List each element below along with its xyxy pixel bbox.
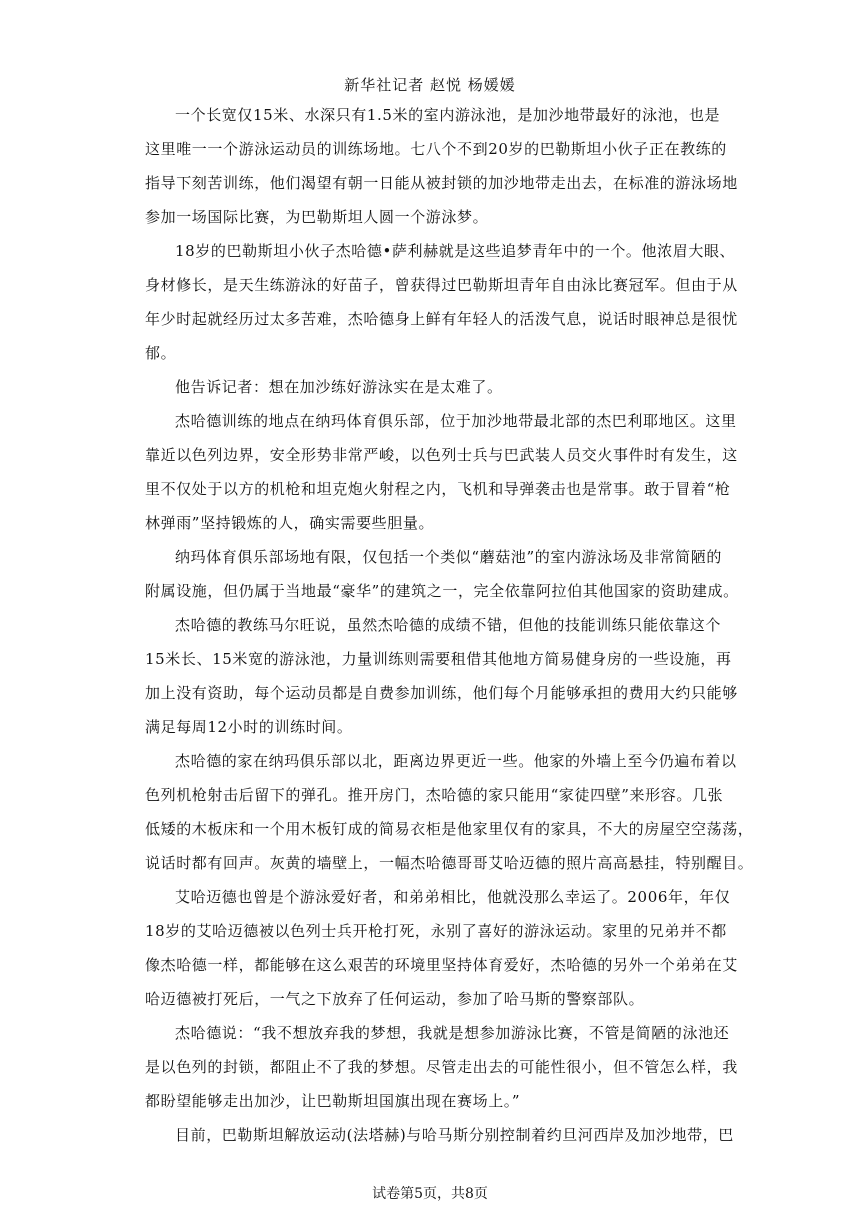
text-line: 像杰哈德一样，都能够在这么艰苦的环境里坚持体育爱好，杰哈德的另外一个弟弟在艾 — [145, 956, 738, 974]
text-line: 杰哈德的教练马尔旺说，虽然杰哈德的成绩不错，但他的技能训练只能依靠这个 — [175, 616, 722, 634]
text-line: 18岁的巴勒斯坦小伙子杰哈德•萨利赫就是这些追梦青年中的一个。他浓眉大眼、 — [175, 242, 736, 260]
text-line: 身材修长，是天生练游泳的好苗子，曾获得过巴勒斯坦青年自由泳比赛冠军。但由于从 — [145, 276, 738, 294]
text-line: 杰哈德说：“我不想放弃我的梦想，我就是想参加游泳比赛，不管是简陋的泳池还 — [175, 1024, 730, 1042]
text-line: 18岁的艾哈迈德被以色列士兵开枪打死，永别了喜好的游泳运动。家里的兄弟并不都 — [145, 922, 727, 940]
text-line: 哈迈德被打死后，一气之下放弃了任何运动，参加了哈马斯的警察部队。 — [145, 990, 645, 1008]
text-line: 满足每周12小时的训练时间。 — [145, 718, 353, 736]
text-line: 低矮的木板床和一个用木板钉成的简易衣柜是他家里仅有的家具，不大的房屋空空荡荡， — [145, 820, 754, 838]
text-line: 目前，巴勒斯坦解放运动(法塔赫)与哈马斯分别控制着约旦河西岸及加沙地带，巴 — [175, 1126, 734, 1144]
text-line: 附属设施，但仍属于当地最“豪华”的建筑之一，完全依靠阿拉伯其他国家的资助建成。 — [145, 582, 739, 600]
text-line: 都盼望能够走出加沙，让巴勒斯坦国旗出现在赛场上。” — [145, 1092, 521, 1110]
text-line: 这里唯一一个游泳运动员的训练场地。七八个不到20岁的巴勒斯坦小伙子正在教练的 — [145, 140, 727, 158]
text-line: 15米长、15米宽的游泳池，力量训练则需要租借其他地方简易健身房的一些设施，再 — [145, 650, 732, 668]
page-footer: 试卷第5页，共8页 — [372, 1186, 488, 1202]
text-line: 艾哈迈德也曾是个游泳爱好者，和弟弟相比，他就没那么幸运了。2006年，年仅 — [175, 888, 731, 906]
text-line: 杰哈德的家在纳玛俱乐部以北，距离边界更近一些。他家的外墙上至今仍遍布着以 — [175, 752, 737, 770]
text-line: 里不仅处于以方的机枪和坦克炮火射程之内，飞机和导弹袭击也是常事。敢于冒着“枪 — [145, 480, 731, 498]
text-line: 年少时起就经历过太多苦难，杰哈德身上鲜有年轻人的活泼气息，说话时眼神总是很忧 — [145, 310, 738, 328]
text-line: 靠近以色列边界，安全形势非常严峻，以色列士兵与巴武装人员交火事件时有发生，这 — [145, 446, 738, 464]
text-line: 一个长宽仅15米、水深只有1.5米的室内游泳池，是加沙地带最好的泳池，也是 — [175, 106, 721, 124]
text-line: 说话时都有回声。灰黄的墙壁上，一幅杰哈德哥哥艾哈迈德的照片高高悬挂，特别醒目。 — [145, 854, 754, 872]
text-line: 他告诉记者：想在加沙练好游泳实在是太难了。 — [175, 378, 503, 396]
text-line: 郁。 — [145, 344, 177, 362]
text-line: 色列机枪射击后留下的弹孔。推开房门，杰哈德的家只能用“家徒四壁”来形容。几张 — [145, 786, 724, 804]
text-line: 林弹雨”坚持锻炼的人，确实需要些胆量。 — [145, 514, 435, 532]
text-line: 杰哈德训练的地点在纳玛体育俱乐部，位于加沙地带最北部的杰巴利耶地区。这里 — [175, 412, 737, 430]
article-byline: 新华社记者 赵悦 杨媛媛 — [344, 76, 516, 94]
text-line: 纳玛体育俱乐部场地有限，仅包括一个类似“蘑菇池”的室内游泳场及非常简陋的 — [175, 548, 722, 566]
text-line: 参加一场国际比赛，为巴勒斯坦人圆一个游泳梦。 — [145, 208, 489, 226]
article-body — [145, 98, 754, 1152]
text-line: 加上没有资助，每个运动员都是自费参加训练，他们每个月能够承担的费用大约只能够 — [145, 684, 738, 702]
text-line: 指导下刻苦训练，他们渴望有朝一日能从被封锁的加沙地带走出去，在标准的游泳场地 — [145, 174, 738, 192]
text-line: 是以色列的封锁，都阻止不了我的梦想。尽管走出去的可能性很小，但不管怎么样，我 — [145, 1058, 738, 1076]
